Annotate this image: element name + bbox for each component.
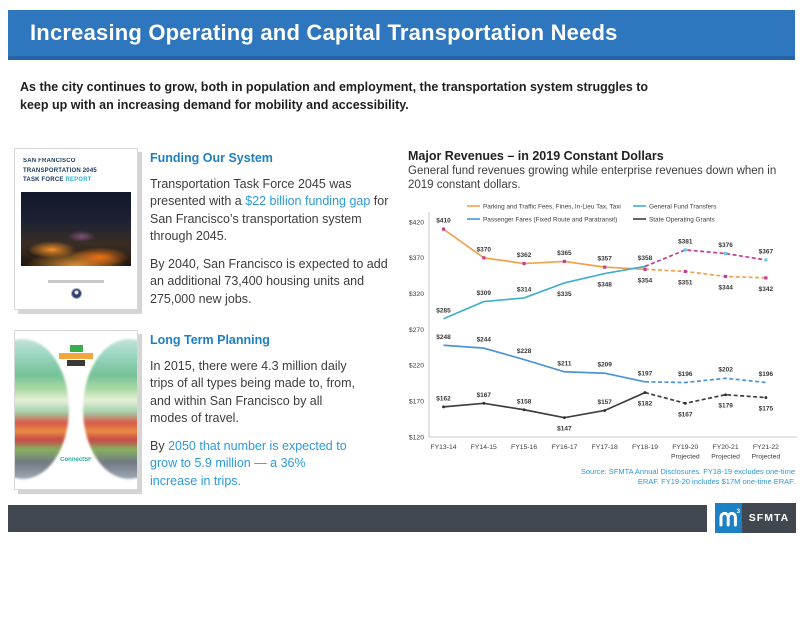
svg-text:$244: $244 [476, 336, 492, 344]
funding-heading: Funding Our System [150, 151, 273, 165]
svg-text:$370: $370 [408, 255, 424, 263]
planning-heading: Long Term Planning [150, 333, 270, 347]
svg-text:FY15-16: FY15-16 [511, 444, 538, 451]
svg-text:$167: $167 [678, 411, 693, 419]
svg-text:FY14-15: FY14-15 [470, 444, 497, 451]
svg-text:$335: $335 [557, 290, 572, 298]
logo-superscript: 3 [736, 508, 741, 515]
svg-text:$196: $196 [678, 371, 693, 379]
funding-para1-pre: Transportation Task Force 2045 was presented with a [150, 177, 352, 209]
svg-text:State Operating Grants: State Operating Grants [649, 216, 715, 224]
svg-text:$285: $285 [436, 307, 451, 315]
svg-text:$354: $354 [637, 277, 653, 285]
funding-section [150, 151, 393, 308]
svg-text:$196: $196 [758, 371, 774, 379]
connectsf-logo [15, 345, 137, 366]
planning-paragraph-2 [150, 438, 355, 490]
sfmta-brand-text: SFMTA [742, 503, 796, 533]
svg-text:$158: $158 [516, 398, 532, 406]
funding-para1-highlight: $22 billion funding gap [245, 194, 371, 209]
city-skyline-photo [21, 192, 131, 266]
svg-text:Passenger Fares (Fixed Route a: Passenger Fares (Fixed Route and Paratransit) [483, 216, 618, 224]
svg-text:FY13-14: FY13-14 [430, 444, 457, 451]
svg-text:$365: $365 [557, 249, 572, 257]
logo-green-block [70, 345, 83, 352]
logo-dark-block [67, 360, 85, 366]
logo-orange-block [59, 353, 93, 359]
svg-text:$179: $179 [718, 402, 733, 410]
svg-text:$170: $170 [408, 398, 424, 406]
planning-para2-pre: By [150, 439, 169, 453]
svg-text:$367: $367 [758, 248, 774, 256]
svg-text:FY16-17: FY16-17 [551, 444, 578, 451]
svg-text:$147: $147 [557, 425, 572, 433]
muni-m-icon [715, 503, 742, 533]
sfmta-logo [715, 503, 796, 533]
svg-text:FY17-18: FY17-18 [591, 444, 618, 451]
svg-text:FY21-22: FY21-22 [752, 444, 779, 451]
svg-text:General Fund Transfers: General Fund Transfers [649, 203, 717, 211]
svg-text:Projected: Projected [670, 453, 700, 461]
planning-para2-highlight: 2050 that number is expected to grow to 5.9 million — a 36% increase in trips. [150, 439, 347, 488]
svg-text:$351: $351 [678, 279, 693, 287]
report-cover-title-main: SAN FRANCISCO TRANSPORTATION 2045 TASK FORCE [23, 158, 97, 184]
svg-text:$370: $370 [476, 246, 492, 254]
svg-text:$167: $167 [476, 391, 492, 399]
svg-text:$320: $320 [408, 290, 424, 298]
svg-text:$309: $309 [476, 290, 492, 298]
report-cover-title [23, 157, 105, 186]
report-cover-subtext [48, 280, 104, 283]
svg-text:$342: $342 [758, 285, 774, 293]
svg-text:$376: $376 [718, 242, 733, 250]
svg-text:Parking and Traffic Fees, Fine: Parking and Traffic Fees, Fines, In-Lieu Tax, Taxi [483, 203, 621, 211]
svg-text:$175: $175 [758, 405, 774, 413]
svg-text:$182: $182 [637, 400, 653, 408]
funding-paragraph-2: By 2040, San Francisco is expected to add an additional 73,400 housing units and 275,000 new jobs. [150, 257, 388, 306]
city-seal-icon [71, 288, 82, 299]
svg-text:Projected: Projected [711, 453, 740, 461]
report-cover-image [14, 148, 138, 310]
intro-text: As the city continues to grow, both in population and employment, the transportation system struggles to keep up with an increasing demand for mobility and accessibility. [20, 80, 649, 113]
svg-text:$209: $209 [597, 361, 612, 369]
svg-text:$420: $420 [408, 219, 424, 227]
svg-text:$157: $157 [597, 398, 612, 406]
svg-text:$270: $270 [408, 326, 424, 334]
funding-paragraph-1 [150, 176, 393, 245]
svg-text:$358: $358 [637, 254, 653, 262]
planning-section [150, 333, 355, 490]
svg-text:$202: $202 [718, 366, 733, 374]
chart-source-note: Source: SFMTA Annual Disclosures. FY18-19 excludes one-time ERAF. FY19-20 includes $17M one-time ERAF. [580, 467, 795, 487]
svg-text:$314: $314 [516, 286, 532, 294]
svg-text:$348: $348 [597, 281, 612, 289]
svg-text:$197: $197 [637, 370, 653, 378]
planning-paragraph-1: In 2015, there were 4.3 million daily trips of all types being made to, from, and within San Francisco by all modes of travel. [150, 359, 355, 425]
svg-text:Projected: Projected [751, 453, 781, 461]
svg-text:$248: $248 [436, 333, 451, 341]
footer-bar [8, 505, 707, 532]
svg-text:$381: $381 [678, 238, 693, 246]
chart-subtitle: General fund revenues growing while enterprise revenues down when in 2019 constant dollars. [408, 165, 777, 192]
funding-para1-post: for San Francisco’s transportation system through 2045. [150, 194, 389, 243]
svg-text:$162: $162 [436, 395, 451, 403]
connectsf-cover-image [14, 330, 138, 490]
report-cover-title-accent: REPORT [65, 177, 92, 184]
svg-text:$220: $220 [408, 362, 424, 370]
svg-text:$362: $362 [516, 252, 532, 260]
svg-text:$344: $344 [718, 284, 733, 292]
svg-text:FY20-21: FY20-21 [712, 444, 739, 451]
svg-text:$120: $120 [408, 434, 424, 442]
svg-text:$357: $357 [597, 255, 612, 263]
svg-text:$228: $228 [516, 348, 532, 356]
chart-title: Major Revenues – in 2019 Constant Dollars [408, 149, 664, 163]
revenues-line-chart [405, 198, 798, 464]
svg-text:FY19-20: FY19-20 [672, 444, 699, 451]
connectsf-brand: ConnectSF [60, 457, 92, 463]
svg-text:$410: $410 [436, 217, 451, 225]
svg-text:FY18-19: FY18-19 [631, 444, 659, 451]
header-bar [8, 10, 795, 60]
page-title: Increasing Operating and Capital Transportation Needs [30, 20, 618, 45]
svg-text:$211: $211 [557, 360, 572, 368]
